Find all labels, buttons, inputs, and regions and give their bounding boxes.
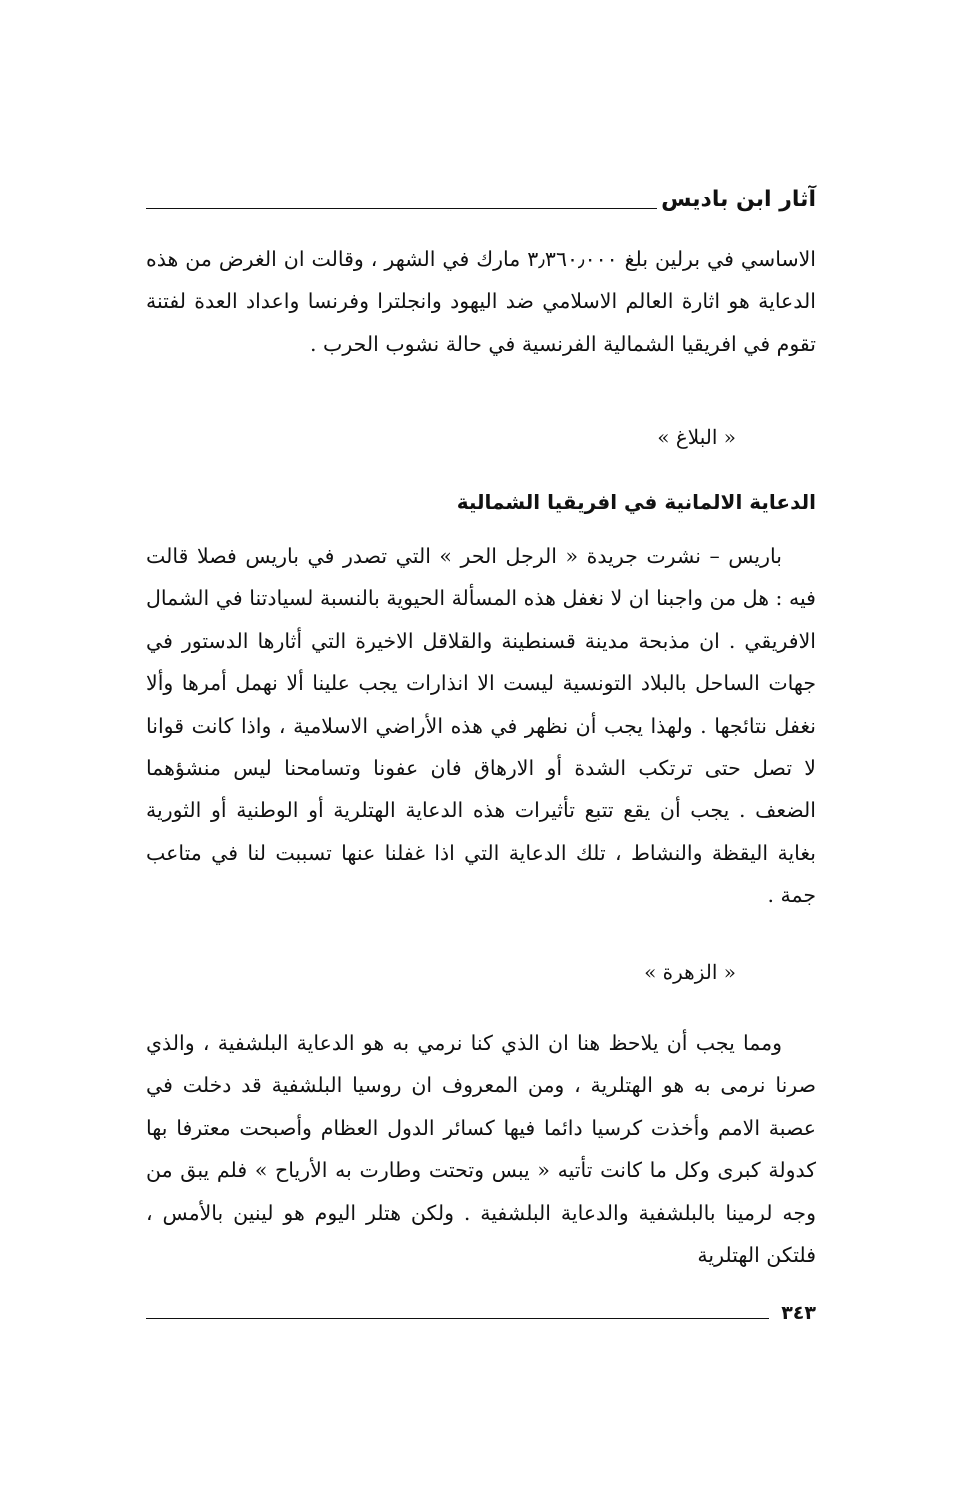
running-header [146, 183, 816, 213]
running-title: آثار ابن باديس [661, 187, 816, 212]
page-number: ٣٤٣ [781, 1302, 816, 1324]
source-citation-2: « الزهرة » [644, 960, 736, 984]
section-heading: الدعاية الالمانية في افريقيا الشمالية [456, 490, 816, 514]
paragraph-1: الاساسي في برلين بلغ ٣٫٣٦٠٫٠٠٠ مارك في الشهر ، وقالت ان الغرض من هذه الدعاية هو اثارة العالم الاسلامي ضد اليهود وانجلترا وفرنسا واعداد العدة لفتنة تقوم في افريقيا الشمالية الفرنسية في حالة نشوب الحرب . [146, 247, 817, 356]
source-citation-1: « البلاغ » [657, 425, 736, 449]
footer-rule [146, 1318, 769, 1319]
page-footer [146, 1295, 816, 1325]
paragraph-3: ومما يجب أن يلاحظ هنا ان الذي كنا نرمي به هو الدعاية البلشفية ، والذي صرنا نرمى به هو الهتلرية ، ومن المعروف ان روسيا البلشفية قد دخلت في عصبة الامم وأخذت كرسيا دائما فيها كسائر الدول العظام وأصبحت معترفا بها كدولة كبرى وكل ما كانت تأتيه « يبس وتحتت وطارت به الأرياح » فلم يبق من وجه لرمينا بالبلشفية والدعاية البلشفية . ولكن هتلر اليوم هو لينين بالأمس ، فلتكن الهتلرية [146, 1031, 816, 1268]
paragraph-2: باريس – نشرت جريدة « الرجل الحر » التي تصدر في باريس فصلا قالت فيه : هل من واجبنا ان لا نغفل هذه المسألة الحيوية بالنسبة لسيادتنا في الشمال الافريقي . ان مذبحة مدينة قسنطينة والقلاقل الاخيرة التي أثارها الدستور في جهات الساحل بالبلاد التونسية ليست الا انذارات يجب علينا ألا نهمل أمرها وألا نغفل نتائجها . ولهذا يجب أن نظهر في هذه الأراضي الاسلامية ، واذا كانت قوانا لا تصل حتى ترتكب الشدة أو الارهاق فان عفونا وتسامحنا ليس منشؤهما الضعف . يجب أن يقع تتبع تأثيرات هذه الدعاية الهتلرية أو الوطنية أو الثورية بغاية اليقظة والنشاط ، تلك الدعاية التي اذا غفلنا عنها تسببت لنا في متاعب جمة . [146, 544, 816, 908]
header-rule [146, 208, 657, 209]
